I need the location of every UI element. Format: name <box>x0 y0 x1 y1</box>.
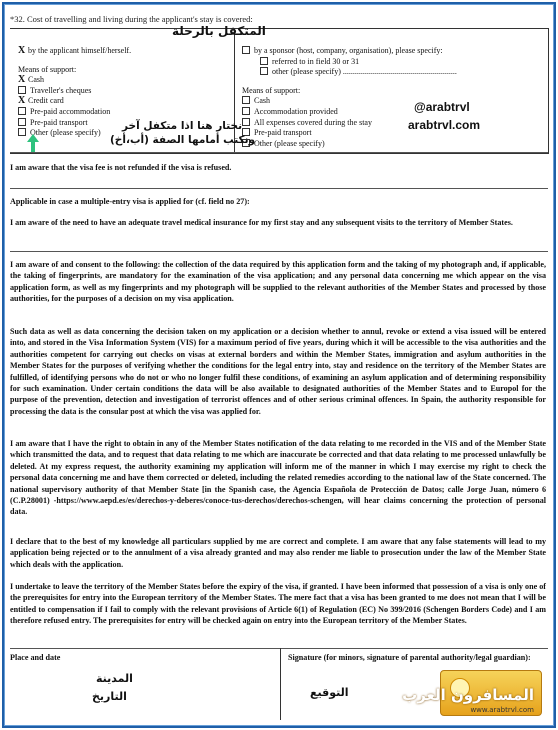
right-option-other[interactable]: Other (please specify) <box>242 139 457 150</box>
brand-site: arabtrvl.com <box>408 118 481 132</box>
data-rights-paragraph: I am aware that I have the right to obtain in any of the Member States notification of the data relating to me recorded in the VIS and of the Member State which transmitted the data, and to request that data relating to me which are inaccurate be corrected and that data relating to me processed unlawfully be deleted. At my express request, the authority examining my application will inform me of the manner in which I may exercise my right to check the personal data concerning me and have them corrected or deleted, including the related remedies according to the national law of the State concerned. The national supervisory authority of that Member State [in the Spanish case, the Agencia Española de Protección de Datos; calle Jorge Juan, número 6 (C.P.28001) -https://www.aepd.es/es/derechos-y-deberes/conoce-tus-derechos/derechos-schengen, will hear claims concerning the protection of personal data. <box>10 439 546 517</box>
city-annotation: المدينة <box>96 672 133 685</box>
document-frame <box>2 2 556 728</box>
left-column <box>18 46 131 139</box>
undertaking-paragraph: I undertake to leave the territory of the Member States before the expiry of the visa, if granted. I have been informed that possession of a visa is only one of the prerequisites for entry into the European territory of the Member States. The mere fact that a visa has been granted to me does not mean that I will be entitled to compensation if I fail to comply with the relevant provisions of Article 6(1) of Regulation (EC) No 399/2016 (Schengen Borders Code) and I am therefore refused entry. The prerequisites for entry will be checked again on entry into the European territory of the Member States. <box>10 582 546 626</box>
checkbox-icon <box>242 118 250 126</box>
by-applicant-option[interactable]: X by the applicant himself/herself. <box>18 45 132 56</box>
checkbox-icon <box>260 67 268 75</box>
x-mark-icon: X <box>18 45 26 56</box>
left-option-cash[interactable]: X Cash <box>18 74 44 86</box>
other-sponsor-annotation-2: ونكتب أمامها الصفة (أب،أخ) <box>110 134 256 146</box>
left-option-accommodation[interactable]: Pre-paid accommodation <box>18 107 131 118</box>
checkbox-icon <box>18 86 26 94</box>
divider <box>10 648 548 649</box>
logo-url: www.arabtrvl.com <box>470 706 534 714</box>
x-mark-icon: X <box>18 74 26 86</box>
place-date-label: Place and date <box>10 653 61 662</box>
left-option-cheques[interactable]: Traveller's cheques <box>18 86 131 97</box>
divider <box>10 251 548 252</box>
vis-paragraph: Such data as well as data concerning the decision taken on my application or a decision whether to annul, revoke or extend a visa issued will be entered into, and stored in the Visa Information System (VIS) for a maximum period of five years, during which it will be accessible to the visa authorities and the authorities competent for carrying out checks on visas at external borders and within the Member States, immigration and asylum authorities in the Member States for the purposes of verifying whether the conditions for the legal entry into, stay and residence on the territory of the Member States are fulfilled, of identifying persons who do not or who no longer fulfil these conditions, of examining an asylum application and of determining responsibility for such examination. Under certain conditions the data will be also available to designated authorities of the Member States and to Europol for the purpose of the prevention, detection and investigation of terrorist offences and of other serious criminal offences. In Spain, the authority responsible for processing the data is the consular post at which the visa was applied for. <box>10 327 546 416</box>
signature-label: Signature (for minors, signature of parental authority/legal guardian): <box>288 653 531 662</box>
checkbox-icon <box>18 118 26 126</box>
left-option-other[interactable]: Other (please specify) <box>18 128 131 139</box>
sponsor-annotation: المتكفل بالرحلة <box>172 24 266 38</box>
fee-statement: I am aware that the visa fee is not refunded if the visa is refused. <box>10 163 232 172</box>
divider <box>10 188 548 189</box>
right-column <box>242 46 457 149</box>
signature-annotation: التوقيع <box>310 686 349 699</box>
by-sponsor-option[interactable]: by a sponsor (host, company, organisation), please specify: <box>242 46 457 57</box>
insurance-statement: I am aware of the need to have an adequate travel medical insurance for my first stay and any subsequent visits to the territory of Member States. <box>10 218 513 227</box>
other-sponsor-annotation-1: نختار هنا اذا متكفل آخر <box>122 120 243 132</box>
checkbox-icon <box>260 57 268 65</box>
checkbox-icon <box>242 107 250 115</box>
multi-entry-heading: Applicable in case a multiple-entry visa is applied for (cf. field no 27): <box>10 197 250 206</box>
checkbox-icon <box>242 96 250 104</box>
visa-form-page <box>10 8 548 720</box>
left-option-credit-card[interactable]: X Credit card <box>18 95 64 107</box>
consent-paragraph: I am aware of and consent to the following: the collection of the data required by this application form and the taking of my photograph and, if applicable, the taking of fingerprints, are mandatory for the examination of the visa application; and any personal data concerning me which appear on the visa application form, as well as my fingerprints and my photograph will be supplied to the relevant authorities of the Member States and processed by those authorities, for the purposes of a decision on my visa application. <box>10 260 546 304</box>
right-option-all-expenses[interactable]: All expenses covered during the stay <box>242 118 457 129</box>
checkbox-icon <box>18 107 26 115</box>
sponsor-other[interactable]: other (please specify) ......................................................... <box>242 67 457 78</box>
divider <box>10 152 548 153</box>
right-option-cash[interactable]: Cash <box>242 96 457 107</box>
means-title-left: Means of support: <box>18 64 77 74</box>
brand-handle: @arabtrvl <box>414 100 470 114</box>
logo-text: المسافرون العرب <box>402 686 534 704</box>
sponsor-ref-field[interactable]: referred to in field 30 or 31 <box>242 57 457 68</box>
arrow-up-icon <box>26 132 40 154</box>
x-mark-icon: X <box>18 95 26 107</box>
cost-coverage-box <box>10 28 549 154</box>
field-32-header: *32. Cost of travelling and living during the applicant's stay is covered: <box>10 14 253 24</box>
declaration-paragraph: I declare that to the best of my knowledge all particulars supplied by me are correct and complete. I am aware that any false statements will lead to my application being rejected or to the annulment of a visa already granted and may also render me liable to prosecution under the law of the Member State which deals with the application. <box>10 537 546 569</box>
left-option-transport[interactable]: Pre-paid transport <box>18 118 131 129</box>
right-option-accommodation[interactable]: Accommodation provided <box>242 107 457 118</box>
signature-divider <box>280 648 281 720</box>
checkbox-icon <box>18 128 26 136</box>
checkbox-icon <box>242 46 250 54</box>
right-option-transport[interactable]: Pre-paid transport <box>242 128 457 139</box>
means-title-right: Means of support: <box>242 85 301 95</box>
date-annotation: التاريخ <box>92 690 127 703</box>
